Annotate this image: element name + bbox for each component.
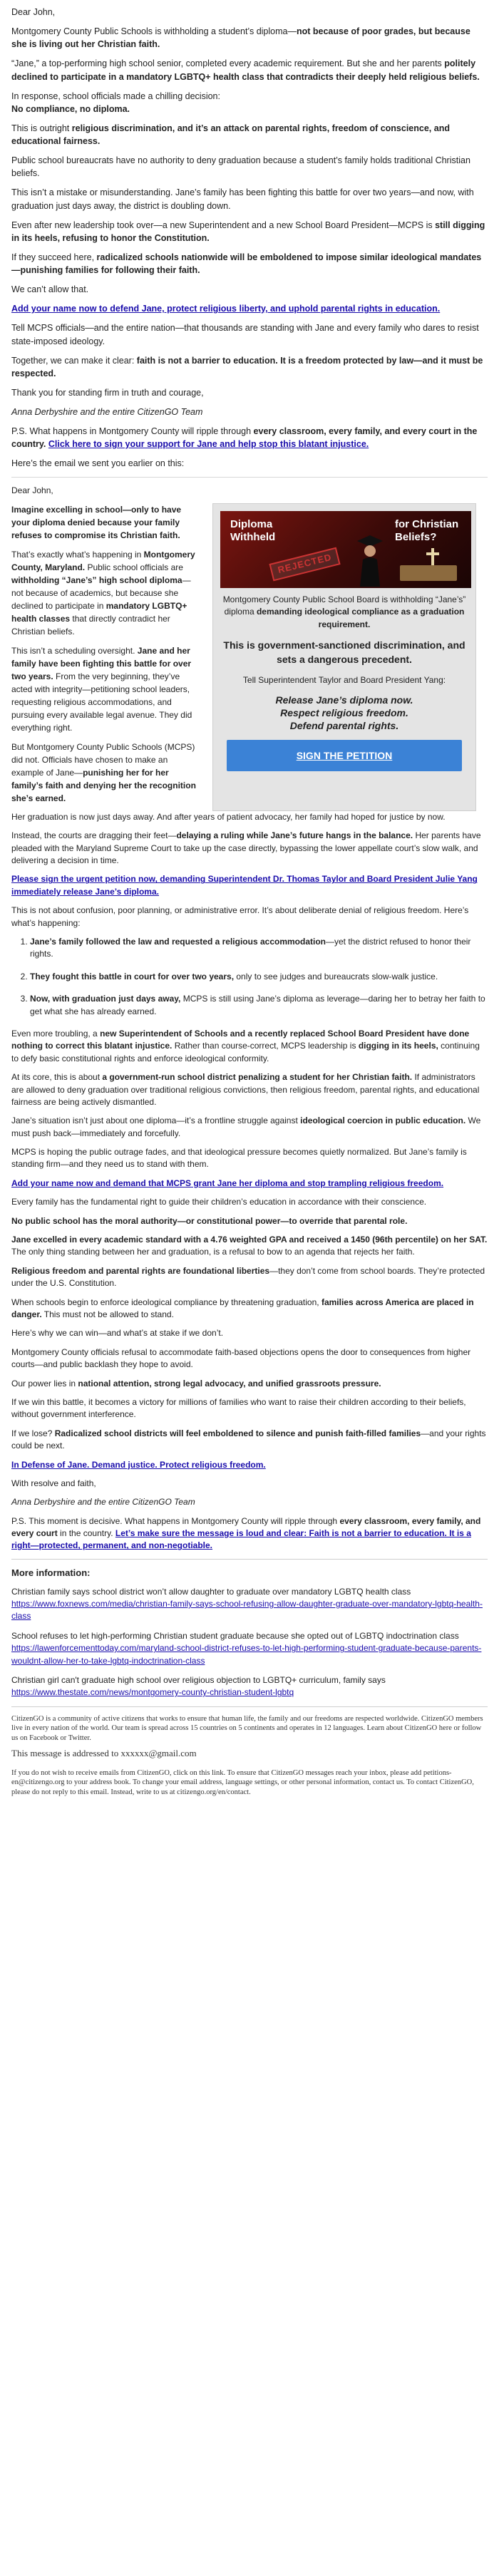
- left-column: [11, 503, 201, 811]
- earlier-p5: [11, 1071, 488, 1108]
- footer-addressed: This message is addressed to xxxxxx@gmail.com: [11, 1747, 197, 1758]
- text-bold: every classroom, every family, and every court: [11, 1515, 481, 1539]
- cross-bar-icon: [426, 552, 439, 555]
- signature: Anna Derbyshire and the entire CitizenGO Team: [11, 407, 203, 417]
- text: continuing to defy basic constitutional rights and enforce ideological conformity.: [11, 1041, 480, 1063]
- intro-p12: Thank you for standing firm in truth and courage,: [11, 387, 204, 398]
- text: From the very beginning, they’ve acted with integrity—petitioning school leaders, requesting religious accommodations, and pursuing every available legal avenue. They did everything right.: [11, 671, 192, 733]
- intro-p9: We can’t allow that.: [11, 284, 89, 295]
- promo-text-2: This is government-sanctioned discrimination, and sets a dangerous precedent.: [223, 639, 465, 666]
- text: that directly contradict her Christian beliefs.: [11, 613, 170, 637]
- earlier-p8: Every family has the fundamental right to guide their children’s education in accordance with their conscience.: [11, 1197, 427, 1207]
- text: —yet the district refused to honor their rights.: [30, 937, 471, 959]
- intro-ps: [11, 425, 488, 450]
- promo-image-caption-left: Diploma Withheld: [230, 517, 276, 543]
- text: That’s exactly what’s happening in: [11, 549, 144, 560]
- text-bold: Religious freedom and parental rights are foundational liberties: [11, 1265, 270, 1276]
- intro-p7: [11, 219, 488, 244]
- earlier-link4-p: [11, 1459, 488, 1471]
- intro-p1: [11, 25, 488, 51]
- intro-p8: [11, 251, 488, 277]
- text-bold: not because of poor grades, but because she is living out her Christian faith.: [11, 26, 470, 50]
- list-item: [30, 993, 488, 1018]
- text-bold: demanding ideological compliance as a graduation requirement.: [256, 607, 465, 629]
- earlier-link-p: [11, 873, 488, 898]
- text-bold: religious discrimination, and it’s an attack on parental rights, freedom of conscience, and educational fairness.: [11, 123, 450, 146]
- info-text: Christian family says school district won’t allow daughter to graduate over mandatory LGBTQ health class: [11, 1586, 411, 1597]
- earlier-p6: [11, 1115, 488, 1140]
- text-bold: delaying a ruling while Jane’s future hangs in the balance.: [176, 830, 413, 841]
- graduate-figure-icon: [356, 531, 384, 587]
- intro-p10: Tell MCPS officials—and the entire nation—that thousands are standing with Jane and every family who dares to resist state-imposed ideology.: [11, 323, 479, 346]
- earlier-p7: MCPS is hoping the public outrage fades, and that ideological pressure becomes quietly normalized. But Jane’s family is standing firm—and they need us to stand with them.: [11, 1147, 467, 1170]
- intro-link-p: [11, 302, 488, 315]
- earlier-p3: This is not about confusion, poor planning, or administrative error. It’s about deliberate denial of religious freedom. Here’s what’s happening:: [11, 905, 469, 928]
- text-bold: Radicalized school districts will feel emboldened to silence and punish faith-filled families: [54, 1428, 421, 1438]
- list-item: [30, 971, 488, 983]
- text-bold: still digging in its heels, refusing to honor the Constitution.: [11, 220, 485, 243]
- text: Public school officials are: [85, 562, 183, 572]
- info-link[interactable]: https://lawenforcementtoday.com/maryland-school-district-refuses-to-let-high-performing-student-graduate-because-parents-wouldnt-allow-her-to-take-lgbtq-indoctrination-class: [11, 1643, 482, 1666]
- info-item: [11, 1586, 488, 1623]
- text-bold: ideological coercion in public education.: [300, 1116, 466, 1126]
- earlier-p10: [11, 1234, 488, 1259]
- text-bold: digging in its heels,: [358, 1041, 438, 1051]
- sign-petition-button[interactable]: SIGN THE PETITION: [227, 740, 462, 771]
- text: only to see judges and bureaucrats slow-walk justice.: [234, 971, 438, 982]
- more-information: [11, 1567, 488, 1699]
- text: Rather than course-correct, MCPS leadership is: [172, 1041, 359, 1051]
- info-text: Christian girl can't graduate high school over religious objection to LGBTQ+ curriculum, family says: [11, 1675, 386, 1686]
- text: in the country.: [57, 1528, 115, 1539]
- text-bold: They fought this battle in court for over two years,: [30, 971, 235, 982]
- text-bold: punishing her for her family’s faith and denying her the recognition she’s earned.: [11, 767, 196, 803]
- earlier-l1: [11, 503, 201, 542]
- info-link[interactable]: https://www.foxnews.com/media/christian-family-says-school-refusing-allow-daughter-graduate-over-mandatory-lgbtq-health-class: [11, 1599, 483, 1622]
- petition-promo-box: [212, 503, 476, 811]
- petition-link-3[interactable]: Add your name now and demand that MCPS grant Jane her diploma and stop trampling religious freedom.: [11, 1178, 444, 1188]
- text: If they succeed here,: [11, 252, 97, 262]
- cross-icon: [431, 548, 434, 565]
- intro-p3: [11, 90, 488, 115]
- text: Montgomery County Public Schools is withholding a student’s diploma—: [11, 26, 297, 37]
- text: But Montgomery County Public Schools (MCPS) did not. Officials have chosen to make an example of Jane—: [11, 741, 195, 778]
- footer-unsubscribe: If you do not wish to receive emails from CitizenGO, click on this link. To ensure that CitizenGO messages reach your inbox, please add petitions-en@citizengo.org to your address book. To change your email address, language settings, or other personal information, contact us. To contact CitizenGO, please do not reply to this email. Instead, write to us at citizengo.org/en/contact.: [11, 1768, 474, 1796]
- two-column-section: [11, 503, 488, 811]
- earlier-p14: Montgomery County officials refusal to accommodate faith-based objections opens the door to consequences from higher courts—and public backlash they hope to avoid.: [11, 1346, 471, 1370]
- text-bold: faith is not a barrier to education. It is a freedom protected by law—and it must be respected.: [11, 355, 483, 378]
- earlier-salutation: Dear John,: [11, 485, 53, 495]
- text-bold: Jane excelled in every academic standard with a 4.76 weighted GPA and received a 1450 (96th percentile) on her SAT.: [11, 1235, 488, 1245]
- info-text: School refuses to let high-performing Christian student graduate because she opted out of LGBTQ indoctrination class: [11, 1630, 459, 1641]
- text-bold: families across America are placed in danger.: [11, 1297, 474, 1319]
- text-bold: Imagine excelling in school—only to have your diploma denied because your family refuses to compromise its Christian faith.: [11, 504, 182, 540]
- text: —and your rights could be next.: [11, 1428, 486, 1451]
- text: Instead, the courts are dragging their feet—: [11, 830, 177, 841]
- intro-p11: [11, 354, 488, 380]
- earlier-l3: [11, 644, 201, 734]
- text: P.S. What happens in Montgomery County will ripple through: [11, 426, 254, 437]
- more-info-title: More information:: [11, 1567, 91, 1578]
- facts-list: [11, 936, 488, 1018]
- earlier-p1: Her graduation is now just days away. And after years of patient advocacy, her family had hoped for justice by now.: [11, 811, 446, 822]
- demand-2: Respect religious freedom.: [280, 707, 408, 719]
- text-bold: Jane’s family followed the law and requested a religious accommodation: [30, 937, 326, 947]
- petition-link-ps[interactable]: Click here to sign your support for Jane and help stop this blatant injustice.: [48, 439, 369, 450]
- text: Jane’s situation isn’t just about one diploma—it’s a frontline struggle against: [11, 1116, 301, 1126]
- text: —not because of academics, but because she declined to participate in: [11, 575, 191, 611]
- petition-link-2[interactable]: Please sign the urgent petition now, demanding Superintendent Dr. Thomas Taylor and Board President Julie Yang immediately release Jane’s diploma.: [11, 874, 478, 897]
- divider: [11, 1559, 488, 1560]
- earlier-p4: [11, 1028, 488, 1065]
- text: Her parents have pleaded with the Maryland Supreme Court to take up the case directly, bypassing the lower appellate court’s slow walk, and delivering a decision in time.: [11, 830, 481, 866]
- earlier-signature: Anna Derbyshire and the entire CitizenGO Team: [11, 1497, 195, 1508]
- earlier-l2: [11, 548, 201, 638]
- divider: [11, 1706, 488, 1707]
- promo-text-1: [220, 594, 468, 631]
- earlier-p12: [11, 1297, 488, 1322]
- text-bold: national attention, strong legal advocacy, and unified grassroots pressure.: [78, 1378, 381, 1389]
- text: Together, we can make it clear:: [11, 355, 137, 366]
- earlier-p13: Here’s why we can win—and what’s at stake if we don’t.: [11, 1328, 224, 1339]
- petition-link-1[interactable]: Add your name now to defend Jane, protect religious liberty, and uphold parental rights in education.: [11, 304, 441, 314]
- text-bold: a government-run school district penalizing a student for her Christian faith.: [102, 1072, 413, 1083]
- promo-demands: [220, 694, 468, 733]
- text: Montgomery County Public School Board is withholding “Jane’s” diploma: [222, 594, 466, 617]
- text-bold: mandatory LGBTQ+ health classes: [11, 600, 187, 624]
- earlier-ps: [11, 1515, 488, 1552]
- text-bold: Jane and her family have been fighting this battle for over two years.: [11, 645, 192, 681]
- text: This is outright: [11, 123, 72, 133]
- earlier-p9: [11, 1215, 488, 1227]
- promo-image-caption-right: for Christian Beliefs?: [395, 517, 459, 543]
- info-item: [11, 1630, 488, 1667]
- earlier-p2: [11, 830, 488, 867]
- text: —they don’t come from school boards. They’re protected under the U.S. Constitution.: [11, 1265, 485, 1289]
- list-item: [30, 936, 488, 961]
- earlier-p15: [11, 1378, 488, 1390]
- text: In response, school officials made a chilling decision:: [11, 91, 220, 101]
- text: Our power lies in: [11, 1378, 78, 1389]
- text: “Jane,” a top-performing high school senior, completed every academic requirement. But she and her parents: [11, 58, 445, 69]
- text-bold: No public school has the moral authority—or constitutional power—to override that parental role.: [11, 1215, 408, 1226]
- footer: [11, 1714, 488, 1798]
- earlier-p11: [11, 1265, 488, 1290]
- text-bold: Montgomery County, Maryland.: [11, 549, 195, 572]
- promo-image: [220, 511, 471, 588]
- text-bold: radicalized schools nationwide will be emboldened to impose similar ideological mandates—punishing families for following their faith.: [11, 252, 482, 275]
- earlier-p17: [11, 1428, 488, 1453]
- demand-1: Release Jane’s diploma now.: [275, 694, 413, 706]
- earlier-note: Here’s the email we sent you earlier on this:: [11, 458, 185, 469]
- text-bold: politely declined to participate in a mandatory LGBTQ+ health class that contradicts their deeply held religious beliefs.: [11, 58, 480, 82]
- earlier-l4: [11, 741, 201, 805]
- salutation: Dear John,: [11, 7, 56, 17]
- petition-link-ps-2[interactable]: Let’s make sure the message is loud and clear: Faith is not a barrier to education. It is a right—protected, permanent, and non-negotiable.: [11, 1528, 471, 1551]
- text-bold: new Superintendent of Schools and a recently replaced School Board President have done nothing to correct this blatant injustice.: [11, 1028, 470, 1051]
- text: If administrators are allowed to deny graduation over traditional religious convictions, then religious freedom, parental rights, and educational fairness are being actively dismantled.: [11, 1072, 480, 1107]
- earlier-email: [11, 477, 488, 1552]
- intro-p4: [11, 122, 488, 148]
- text-bold: Now, with graduation just days away,: [30, 994, 181, 1004]
- earlier-link3-p: [11, 1178, 488, 1190]
- text: Even after new leadership took over—a new Superintendent and a new School Board President—MCPS is: [11, 220, 436, 230]
- footer-about: CitizenGO is a community of active citizens that works to ensure that human life, the family and our freedoms are respected worldwide. CitizenGO members live in every nation of the world. Our team is spread across 15 countries on 5 continents and operates in 12 languages. Learn about CitizenGO here or follow us on Facebook or Twitter.: [11, 1714, 483, 1743]
- petition-link-4[interactable]: In Defense of Jane. Demand justice. Protect religious freedom.: [11, 1459, 266, 1470]
- text: P.S. This moment is decisive. What happens in Montgomery County will ripple through: [11, 1515, 340, 1526]
- demand-3: Defend parental rights.: [289, 720, 399, 732]
- info-item: [11, 1674, 488, 1699]
- intro-p2: [11, 57, 488, 83]
- earlier-p16: If we win this battle, it becomes a victory for millions of families who want to raise their children according to their beliefs, without government interference.: [11, 1396, 466, 1420]
- text-bold: every classroom, every family, and every court in the country.: [11, 426, 478, 450]
- text: Even more troubling, a: [11, 1028, 101, 1039]
- promo-text-3: Tell Superintendent Taylor and Board President Yang:: [242, 674, 446, 685]
- text: MCPS is still using Jane’s diploma as leverage—daring her to betray her faith to get what she has already earned.: [30, 994, 485, 1016]
- rejected-stamp: REJECTED: [269, 547, 340, 581]
- text: This must not be allowed to stand.: [41, 1309, 174, 1319]
- intro-p5: Public school bureaucrats have no authority to deny graduation because a student’s family holds traditional Christian beliefs.: [11, 155, 470, 179]
- earlier-close: With resolve and faith,: [11, 1478, 96, 1488]
- info-link[interactable]: https://www.thestate.com/news/montgomery-county-christian-student-lgbtq: [11, 1687, 294, 1698]
- text-bold: No compliance, no diploma.: [11, 103, 130, 114]
- text: When schools begin to enforce ideological compliance by threatening graduation,: [11, 1297, 321, 1307]
- text: If we lose?: [11, 1428, 55, 1438]
- text: At its core, this is about: [11, 1072, 103, 1083]
- text-bold: withholding “Jane’s” high school diploma: [11, 575, 182, 585]
- intro-p6: This isn’t a mistake or misunderstanding. Jane’s family has been fighting this battle for over two years—and now, with graduation just days away, the district is doubling down.: [11, 187, 474, 211]
- text: We must push back—immediately and forcefully.: [11, 1116, 481, 1138]
- text: The only thing standing between her and graduation, is a refusal to bow to an agenda that rejects her faith.: [11, 1247, 415, 1257]
- bible-icon: [400, 565, 457, 581]
- text: This isn’t a scheduling oversight.: [11, 645, 138, 656]
